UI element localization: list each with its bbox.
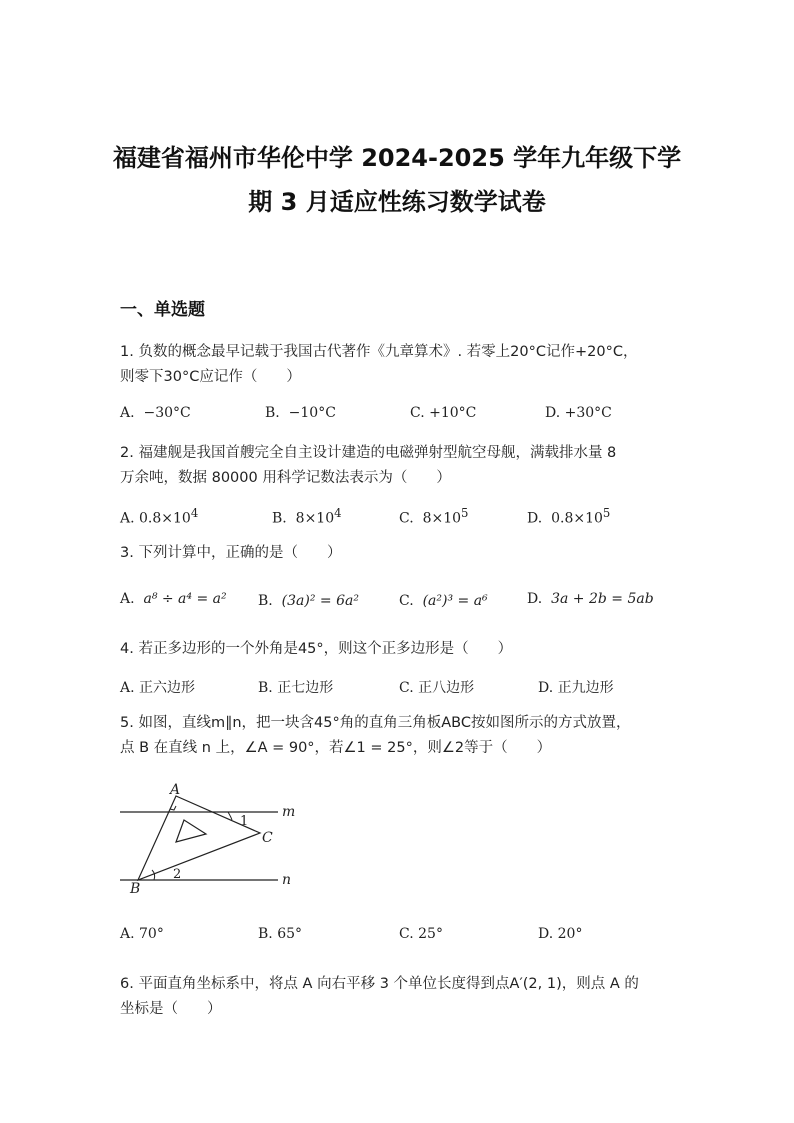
option-a[interactable]: A. 70°: [120, 926, 164, 942]
exam-title-line-2: 期 3 月适应性练习数学试卷: [248, 188, 546, 216]
option-a[interactable]: A. a⁸ ÷ a⁴ = a²: [120, 591, 227, 607]
question-text: 平面直角坐标系中，将点 A 向右平移 3 个单位长度得到点A′(2, 1)，则点 A 的: [138, 976, 639, 992]
question-number: 5.: [120, 715, 134, 731]
option-c[interactable]: C. +10°C: [410, 405, 477, 421]
option-a[interactable]: A. $0.8\times 10^4$: [120, 506, 199, 527]
option-a[interactable]: A. −30°C: [120, 405, 191, 421]
label-b: B: [130, 881, 141, 897]
question-number: 4.: [120, 641, 134, 657]
question-number: 2.: [120, 445, 134, 461]
question-text: 坐标是（ ）: [120, 1000, 222, 1017]
option-b[interactable]: B. $8\times 10^4$: [272, 506, 342, 527]
option-d[interactable]: D. 正九边形: [538, 680, 614, 696]
triangle-abc: [138, 796, 260, 880]
option-b[interactable]: B. (3a)² = 6a²: [258, 593, 359, 609]
question-number: 1.: [120, 344, 134, 360]
question-number: 6.: [120, 976, 134, 992]
inner-triangle: [176, 820, 206, 842]
triangle-figure: [110, 780, 310, 900]
question-2: [120, 441, 680, 490]
option-c[interactable]: C. 正八边形: [399, 680, 475, 696]
option-c[interactable]: C. $8\times 10^5$: [399, 506, 469, 527]
label-n: n: [282, 872, 292, 888]
option-d[interactable]: D. 3a + 2b = 5ab: [527, 591, 654, 607]
label-angle-1: 1: [240, 814, 249, 829]
option-b[interactable]: B. 65°: [258, 926, 303, 942]
label-c: C: [262, 830, 273, 846]
question-text: 点 B 在直线 n 上，∠A = 90°，若∠1 = 25°，则∠2等于（ ）: [120, 739, 552, 756]
label-angle-2: 2: [173, 867, 182, 882]
question-6: [120, 972, 680, 1021]
question-text: 福建舰是我国首艘完全自主设计建造的电磁弹射型航空母舰，满载排水量 8: [138, 445, 617, 461]
question-text: 则零下30°C应记作（ ）: [120, 368, 301, 385]
label-m: m: [282, 804, 296, 820]
question-5: [120, 711, 680, 760]
option-b[interactable]: B. 正七边形: [258, 680, 334, 696]
question-text: 若正多边形的一个外角是45°，则这个正多边形是（ ）: [138, 641, 513, 657]
question-text: 如图，直线m∥n，把一块含45°角的直角三角板ABC按如图所示的方式放置，: [138, 715, 631, 731]
question-4: [120, 637, 680, 662]
option-d[interactable]: D. +30°C: [545, 405, 612, 421]
question-text: 负数的概念最早记载于我国古代著作《九章算术》. 若零上20°C记作+20°C，: [138, 344, 638, 360]
option-a[interactable]: A. 正六边形: [120, 680, 196, 696]
option-c[interactable]: C. 25°: [399, 926, 443, 942]
option-d[interactable]: D. $0.8\times 10^5$: [527, 506, 611, 527]
section-heading: 一、单选题: [120, 300, 205, 320]
option-b[interactable]: B. −10°C: [265, 405, 336, 421]
label-a: A: [170, 782, 181, 798]
question-text: 万余吨，数据 80000 用科学记数法表示为（ ）: [120, 469, 451, 486]
option-c[interactable]: C. (a²)³ = a⁶: [399, 593, 488, 609]
question-1: [120, 340, 680, 389]
question-text: 下列计算中，正确的是（ ）: [138, 545, 342, 561]
exam-title-line-1: 福建省福州市华伦中学 2024-2025 学年九年级下学: [112, 144, 682, 172]
question-3: [120, 541, 680, 566]
option-d[interactable]: D. 20°: [538, 926, 583, 942]
question-number: 3.: [120, 545, 134, 561]
